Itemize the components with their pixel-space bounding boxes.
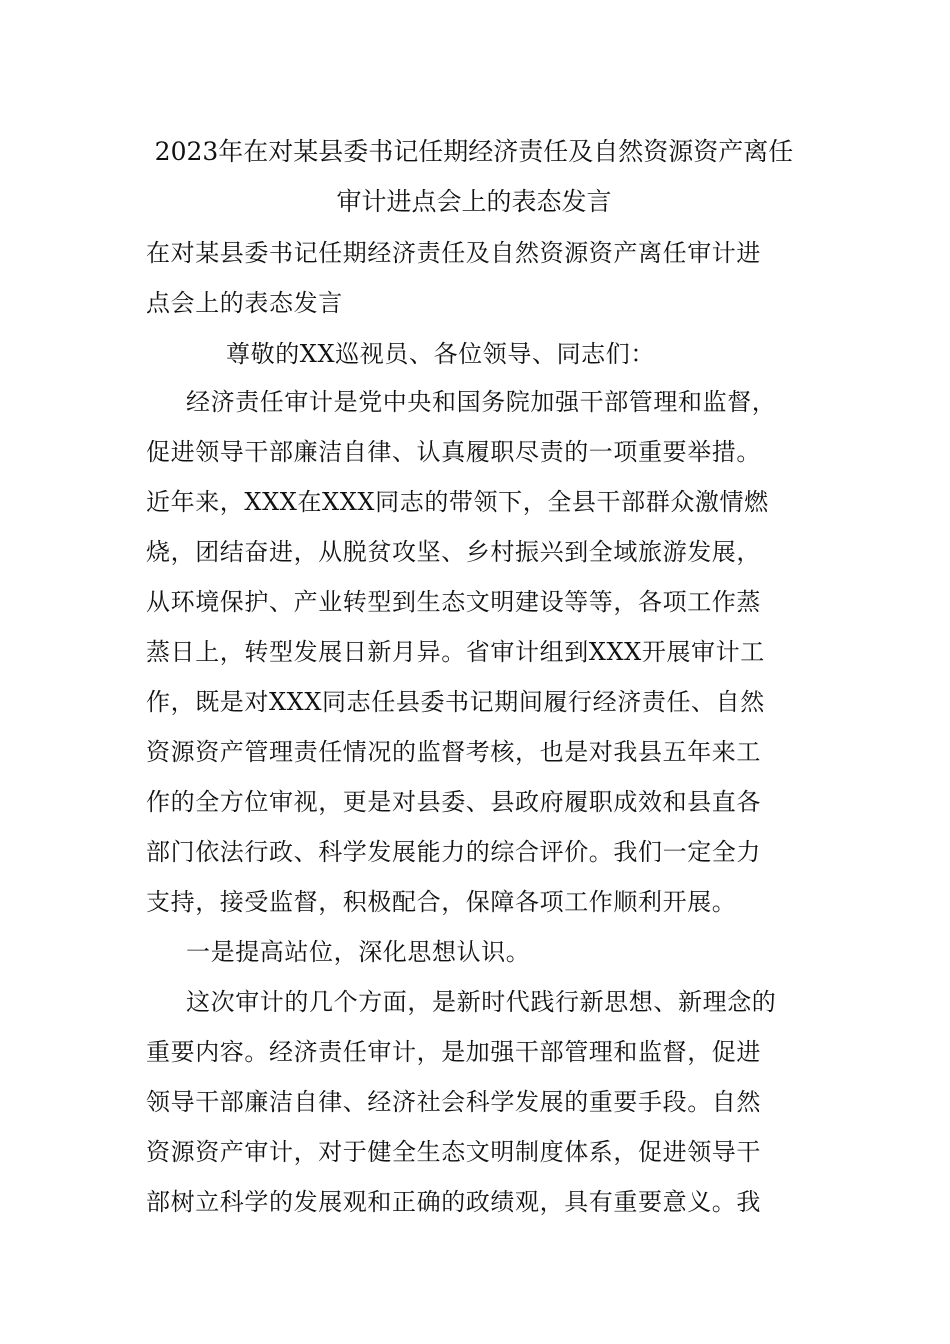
paragraph-line: 资源资产审计，对于健全生态文明制度体系，促进领导干 bbox=[146, 1138, 761, 1166]
paragraph-line: 近年来，XXX在XXX同志的带领下，全县干部群众激情燃 bbox=[146, 488, 769, 516]
document-title-line-1: 2023年在对某县委书记任期经济责任及自然资源资产离任 bbox=[154, 137, 794, 166]
paragraph-line: 蒸日上，转型发展日新月异。省审计组到XXX开展审计工 bbox=[146, 638, 765, 666]
subtitle-line-2: 点会上的表态发言 bbox=[146, 289, 343, 317]
paragraph-line: 这次审计的几个方面，是新时代践行新思想、新理念的 bbox=[186, 988, 777, 1016]
paragraph-line: 支持，接受监督，积极配合，保障各项工作顺利开展。 bbox=[146, 888, 737, 916]
salutation: 尊敬的XX巡视员、各位领导、同志们： bbox=[226, 340, 655, 368]
paragraph-line: 促进领导干部廉洁自律、认真履职尽责的一项重要举措。 bbox=[146, 438, 761, 466]
paragraph-line: 烧，团结奋进，从脱贫攻坚、乡村振兴到全域旅游发展， bbox=[146, 538, 761, 566]
paragraph-line: 经济责任审计是党中央和国务院加强干部管理和监督， bbox=[186, 388, 777, 416]
paragraph-line: 资源资产管理责任情况的监督考核，也是对我县五年来工 bbox=[146, 738, 761, 766]
document-title-line-2: 审计进点会上的表态发言 bbox=[336, 187, 612, 216]
subtitle-line-1: 在对某县委书记任期经济责任及自然资源资产离任审计进 bbox=[146, 239, 761, 267]
paragraph-line: 从环境保护、产业转型到生态文明建设等等，各项工作蒸 bbox=[146, 588, 761, 616]
paragraph-line: 部门依法行政、科学发展能力的综合评价。我们一定全力 bbox=[146, 838, 761, 866]
paragraph-line: 重要内容。经济责任审计，是加强干部管理和监督，促进 bbox=[146, 1038, 761, 1066]
paragraph-line: 领导干部廉洁自律、经济社会科学发展的重要手段。自然 bbox=[146, 1088, 761, 1116]
section-heading: 一是提高站位，深化思想认识。 bbox=[186, 938, 531, 966]
paragraph-line: 作，既是对XXX同志任县委书记期间履行经济责任、自然 bbox=[146, 688, 765, 716]
paragraph-line: 部树立科学的发展观和正确的政绩观，具有重要意义。我 bbox=[146, 1188, 761, 1216]
paragraph-line: 作的全方位审视，更是对县委、县政府履职成效和县直各 bbox=[146, 788, 761, 816]
